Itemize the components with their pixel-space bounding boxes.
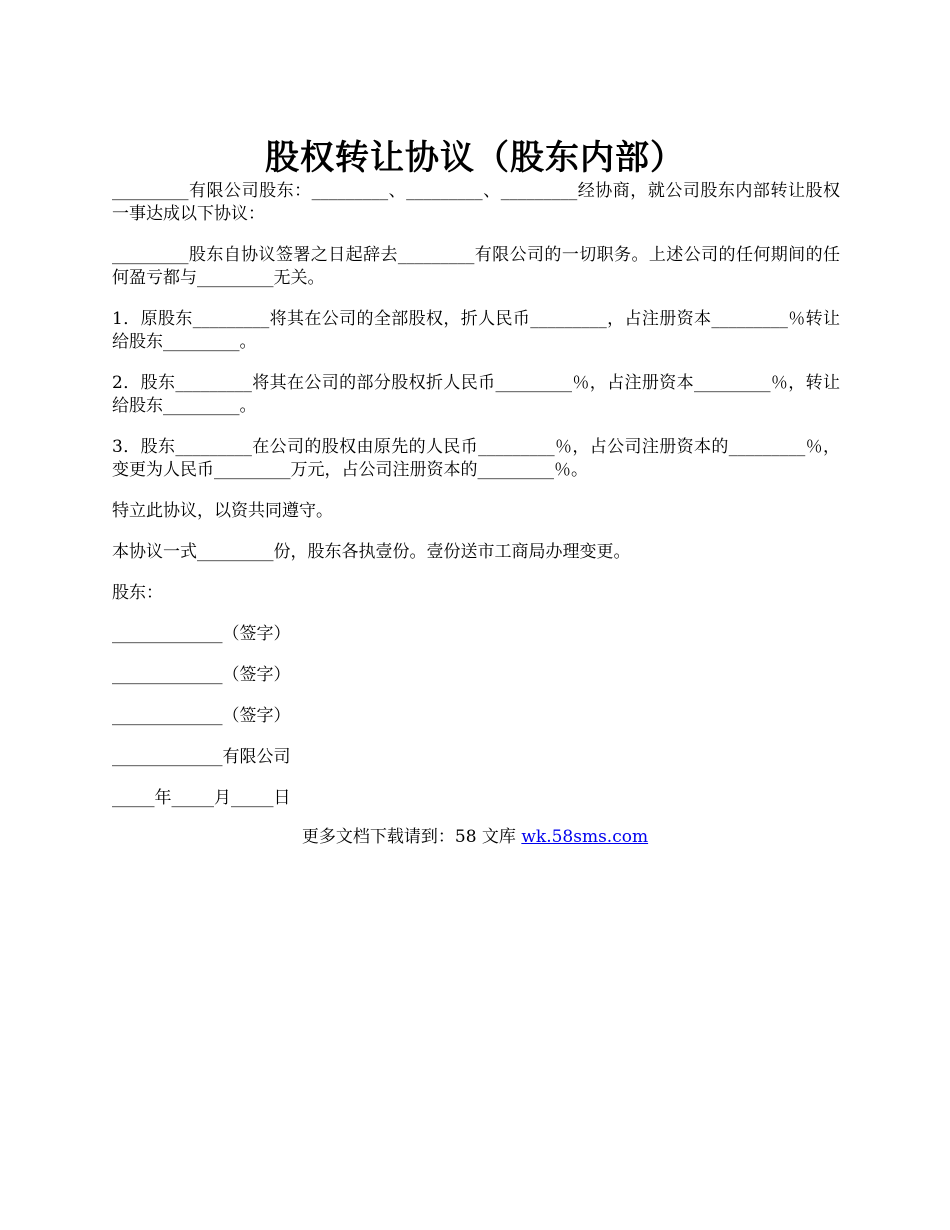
- intro-paragraph: _________有限公司股东：_________、_________、_________经协商，就公司股东内部转让股权一事达成以下协议：: [112, 181, 840, 224]
- clause-1: 1．原股东_________将其在公司的全部股权，折人民币_________，占注册资本_________％转让给股东_________。: [112, 309, 840, 352]
- document-body: [112, 180, 840, 828]
- resignation-paragraph: _________股东自协议签署之日起辞去_________有限公司的一切职务。上述公司的任何期间的任何盈亏都与_________无关。: [112, 245, 840, 288]
- footer-link[interactable]: wk.58sms.com: [521, 827, 649, 847]
- shareholders-label: 股东：: [112, 583, 163, 603]
- signature-line-3: _____________（签字）: [112, 706, 291, 726]
- footer-text: 更多文档下载请到：58 文库: [301, 827, 522, 847]
- signature-line-2: _____________（签字）: [112, 665, 291, 685]
- signature-line-1: _____________（签字）: [112, 624, 291, 644]
- clause-2: 2．股东_________将其在公司的部分股权折人民币_________％，占注册资本_________％，转让给股东_________。: [112, 373, 840, 416]
- date-line: _____年_____月_____日: [112, 788, 291, 808]
- copies-statement: 本协议一式_________份，股东各执壹份。壹份送市工商局办理变更。: [112, 542, 631, 562]
- document-title: 股权转让协议（股东内部）: [265, 137, 685, 178]
- clause-3: 3．股东_________在公司的股权由原先的人民币_________％，占公司注册资本的_________％，变更为人民币_________万元，占公司注册资本的_________％。: [112, 437, 840, 480]
- agreement-statement: 特立此协议，以资共同遵守。: [112, 501, 333, 521]
- download-footer: [0, 826, 950, 849]
- company-line: _____________有限公司: [112, 747, 291, 767]
